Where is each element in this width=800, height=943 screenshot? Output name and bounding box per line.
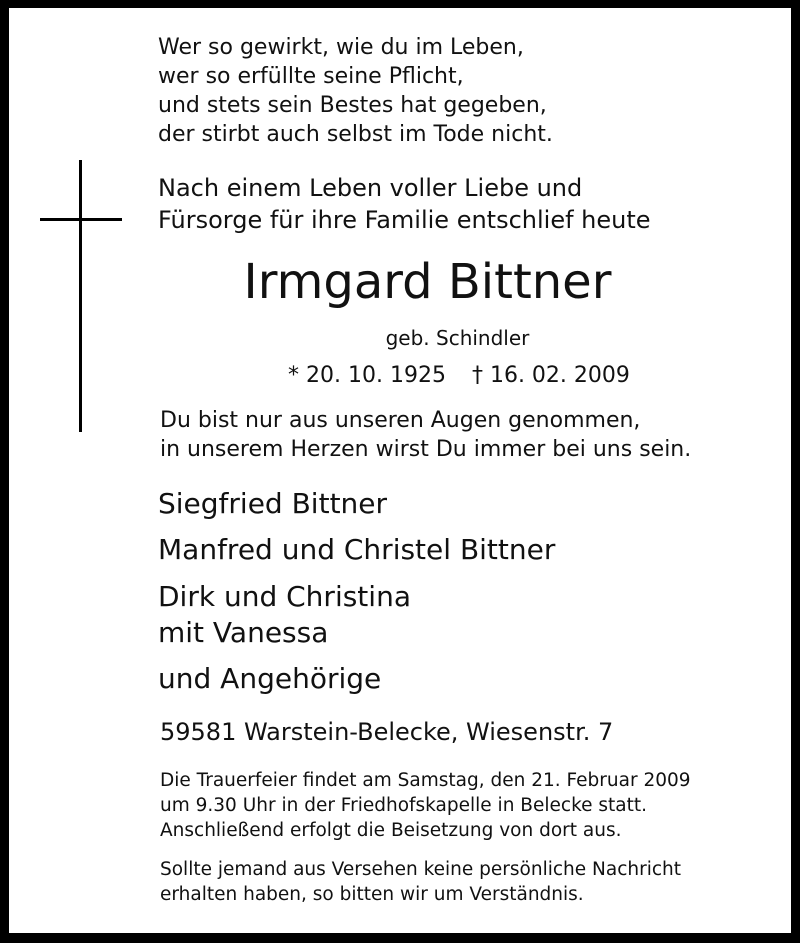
closing-line: erhalten haben, so bitten wir um Verständnis. [160,884,584,905]
closing-note [160,857,681,907]
cross-icon-horizontal [40,218,122,221]
deceased-name: Irmgard Bittner [243,254,612,310]
intro-text [158,172,651,236]
funeral-notice-line: Anschließend erfolgt die Beisetzung von dort aus. [160,820,622,841]
funeral-notice-line: um 9.30 Uhr in der Friedhofskapelle in Belecke statt. [160,795,648,816]
comfort-line: Du bist nur aus unseren Augen genommen, [160,408,641,433]
birth-star-icon: * [288,363,299,388]
mourner-name: Siegfried Bittner [158,487,388,520]
mourner-name: Dirk und Christina [158,580,411,613]
life-dates [288,362,630,390]
funeral-notice-line: Die Trauerfeier findet am Samstag, den 21. Februar 2009 [160,770,691,791]
intro-line: Fürsorge für ihre Familie entschlief heute [158,206,651,234]
mourner-name: mit Vanessa [158,616,329,649]
birth-date: 20. 10. 1925 [306,363,446,388]
comfort-text [160,406,691,464]
funeral-notice [160,768,691,843]
death-cross-icon: † [471,363,483,388]
maiden-name: geb. Schindler [385,326,530,350]
poem-line: der stirbt auch selbst im Tode nicht. [158,122,553,147]
mourner-name: und Angehörige [158,662,382,695]
comfort-line: in unserem Herzen wirst Du immer bei uns sein. [160,437,692,462]
address: 59581 Warstein-Belecke, Wiesenstr. 7 [160,718,614,746]
closing-line: Sollte jemand aus Versehen keine persönliche Nachricht [160,859,681,880]
poem-line: Wer so gewirkt, wie du im Leben, [158,35,524,60]
mourner-name: Manfred und Christel Bittner [158,533,556,566]
poem-line: und stets sein Bestes hat gegeben, [158,93,547,118]
intro-line: Nach einem Leben voller Liebe und [158,174,583,202]
death-date: 16. 02. 2009 [489,363,630,388]
poem [158,33,553,149]
poem-line: wer so erfüllte seine Pflicht, [158,64,464,89]
